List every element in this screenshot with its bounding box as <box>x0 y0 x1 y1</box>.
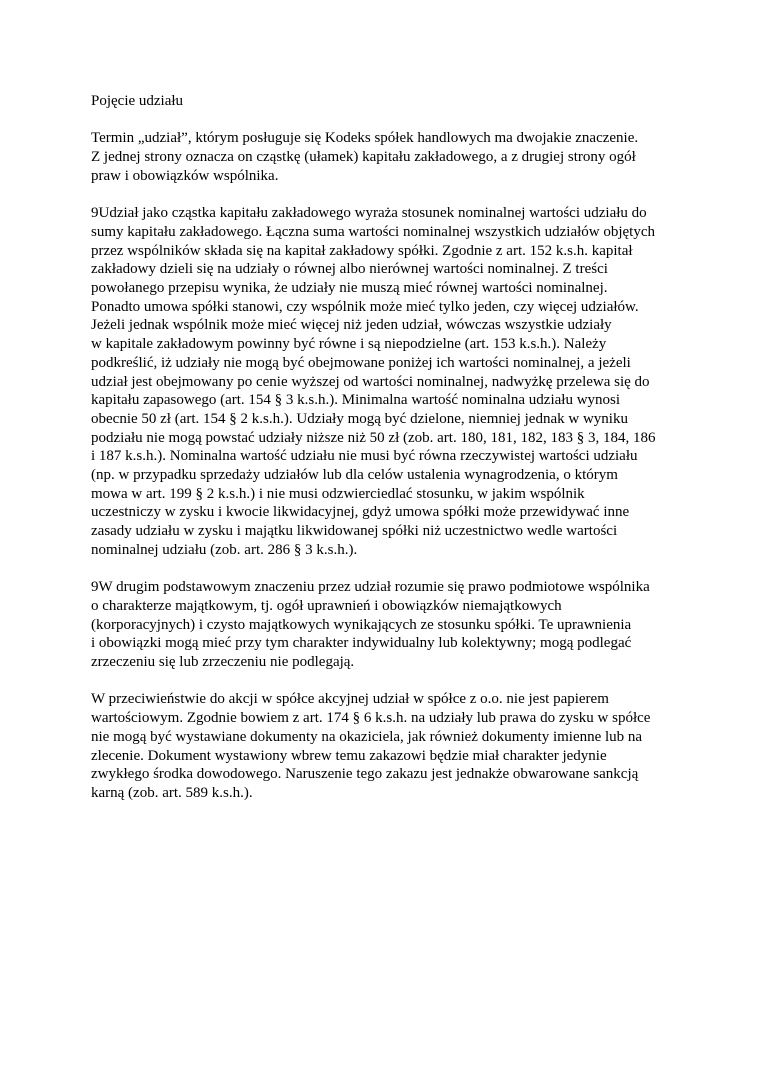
text-line: i 187 k.s.h.). Nominalna wartość udziału nie musi być równa rzeczywistej wartości udziału <box>91 448 638 465</box>
text-line: sumy kapitału zakładowego. Łączna suma wartości nominalnej wszystkich udziałów objętych <box>91 223 656 240</box>
text-line: zrzeczeniu się lub zrzeczeniu nie podlegają. <box>91 654 355 671</box>
paragraph-4 <box>91 690 681 802</box>
text-line: (np. w przypadku sprzedaży udziałów lub dla celów ustalenia wynagrodzenia, o którym <box>91 467 618 484</box>
document-body <box>91 92 681 821</box>
text-line: nominalnej udziału (zob. art. 286 § 3 k.s.h.). <box>91 541 358 558</box>
text-line: Termin „udział”, którym posługuje się Kodeks spółek handlowych ma dwojakie znaczenie. <box>91 130 639 147</box>
text-line: mowa w art. 199 § 2 k.s.h.) i nie musi odzwierciedlać stosunku, w jakim wspólnik <box>91 485 585 502</box>
text-line: 9W drugim podstawowym znaczeniu przez udział rozumie się prawo podmiotowe wspólnika <box>91 579 650 596</box>
text-line: zasady udziału w zysku i majątku likwidowanej spółki niż uczestnictwo wedle wartości <box>91 523 618 540</box>
document-title: Pojęcie udziału <box>91 93 184 109</box>
text-line: zlecenie. Dokument wystawiony wbrew temu zakazowi będzie miał charakter jedynie <box>91 747 607 764</box>
text-line: wartościowym. Zgodnie bowiem z art. 174 § 6 k.s.h. na udziały lub prawa do zysku w spółce <box>91 710 651 727</box>
text-line: Z jednej strony oznacza on cząstkę (ułamek) kapitału zakładowego, a z drugiej strony ogół <box>91 149 636 166</box>
text-line: podziału nie mogą powstać udziały niższe niż 50 zł (zob. art. 180, 181, 182, 183 § 3, 184, 186 <box>91 429 656 446</box>
text-line: 9Udział jako cząstka kapitału zakładowego wyraża stosunek nominalnej wartości udziału do <box>91 205 647 222</box>
text-line: podkreślić, iż udziały nie mogą być obejmowane poniżej ich wartości nominalnej, a jeżeli <box>91 354 631 371</box>
text-line: karną (zob. art. 589 k.s.h.). <box>91 784 253 801</box>
text-line: przez wspólników składa się na kapitał zakładowy spółki. Zgodnie z art. 152 k.s.h. kapitał <box>91 242 633 259</box>
text-line: praw i obowiązków wspólnika. <box>91 167 279 184</box>
text-line: o charakterze majątkowym, tj. ogół uprawnień i obowiązków niemajątkowych <box>91 597 562 614</box>
text-line: Ponadto umowa spółki stanowi, czy wspólnik może mieć tylko jeden, czy więcej udziałów. <box>91 298 639 315</box>
text-line: obecnie 50 zł (art. 154 § 2 k.s.h.). Udziały mogą być dzielone, niemniej jednak w wyniku <box>91 410 628 427</box>
paragraph-2 <box>91 204 681 559</box>
text-line: kapitału zapasowego (art. 154 § 3 k.s.h.). Minimalna wartość nominalna udziału wynosi <box>91 392 621 409</box>
text-line: zakładowy dzieli się na udziały o równej albo nierównej wartości nominalnej. Z treści <box>91 261 608 278</box>
text-line: nie mogą być wystawiane dokumenty na okaziciela, jak również dokumenty imienne lub na <box>91 728 643 745</box>
text-line: W przeciwieństwie do akcji w spółce akcyjnej udział w spółce z o.o. nie jest papierem <box>91 691 609 708</box>
text-line: (korporacyjnych) i czysto majątkowych wynikających ze stosunku spółki. Te uprawnienia <box>91 616 632 633</box>
text-line: uczestniczy w zysku i kwocie likwidacyjnej, gdyż umowa spółki może przewidywać inne <box>91 504 630 521</box>
text-line: udział jest obejmowany po cenie wyższej od wartości nominalnej, nadwyżkę przelewa się do <box>91 373 650 390</box>
text-line: Jeżeli jednak wspólnik może mieć więcej niż jeden udział, wówczas wszystkie udziały <box>91 317 612 334</box>
paragraph-3 <box>91 578 681 672</box>
text-line: w kapitale zakładowym powinny być równe i są niepodzielne (art. 153 k.s.h.). Należy <box>91 336 607 353</box>
paragraph-1 <box>91 129 681 185</box>
text-line: zwykłego środka dowodowego. Naruszenie tego zakazu jest jednakże obwarowane sankcją <box>91 766 639 783</box>
text-line: powołanego przepisu wynika, że udziały nie muszą mieć równej wartości nominalnej. <box>91 280 608 296</box>
text-line: i obowiązki mogą mieć przy tym charakter indywidualny lub kolektywny; mogą podlegać <box>91 635 632 652</box>
